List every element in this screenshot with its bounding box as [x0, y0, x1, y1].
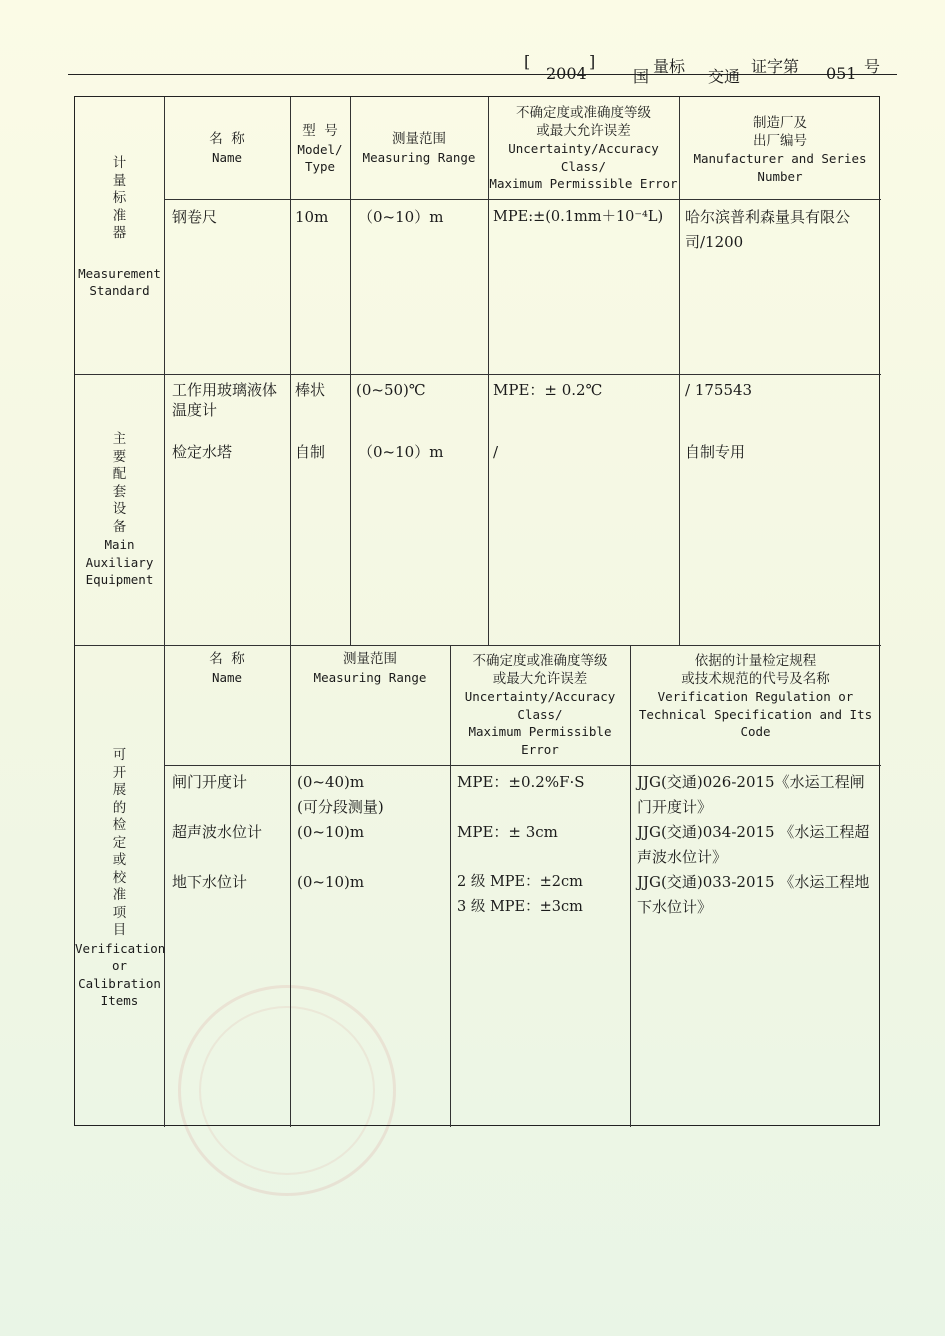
- vi-col-error-header: [450, 653, 630, 758]
- ms-col-error-en: Uncertainty/Accuracy Class/ Maximum Permissible Error: [489, 141, 678, 191]
- col-divider: [164, 97, 165, 1127]
- ms-col-name-zh: 名 称: [209, 131, 245, 147]
- bracket-close: ]: [589, 52, 596, 71]
- ms-col-name-header: [164, 131, 290, 166]
- verification-label-zh: 可开展的检定或校准项目: [112, 747, 127, 938]
- header-guo: 国: [633, 67, 650, 86]
- vi-row-1-error: MPE：±0.2%F·S: [457, 773, 585, 791]
- header-zhengzi: 证字第: [751, 57, 800, 76]
- vi-row-2-range: (0~10)m: [297, 823, 365, 841]
- col-divider: [290, 97, 291, 645]
- header-liangbiao: 量标: [653, 57, 686, 76]
- vi-row-3-name: 地下水位计: [172, 873, 248, 891]
- vi-col-name-header: [164, 651, 290, 686]
- vi-col-error-en: Uncertainty/Accuracy Class/ Maximum Permissible Error: [464, 689, 616, 757]
- certificate-number: 051: [826, 64, 857, 83]
- aux-row-1-name: 工作用玻璃液体温度计: [172, 381, 278, 419]
- vi-row-2-error: MPE：± 3cm: [457, 823, 558, 841]
- vi-col-range-header: [290, 651, 450, 686]
- row-divider: [164, 765, 881, 766]
- ms-col-model-zh: 型 号: [302, 123, 338, 139]
- vi-col-name-zh: 名 称: [209, 651, 245, 667]
- ms-col-range-header: [350, 131, 488, 166]
- ms-col-error-header: [488, 105, 679, 193]
- ms-col-manufacturer-zh: 制造厂及 出厂编号: [753, 115, 807, 149]
- certificate-year: 2004: [546, 64, 587, 83]
- header-jiaotong: 交通: [708, 67, 741, 86]
- col-divider: [290, 645, 291, 1127]
- vi-col-error-zh: 不确定度或准确度等级 或最大允许误差: [472, 653, 608, 687]
- row-divider: [164, 199, 881, 200]
- verification-label: [75, 747, 164, 1010]
- ms-col-manufacturer-header: [679, 115, 881, 185]
- vi-row-2-regulation: JJG(交通)034-2015 《水运工程超声波水位计》: [637, 823, 870, 866]
- header-underline: [68, 74, 897, 75]
- main-auxiliary-label-en: Main Auxiliary Equipment: [85, 537, 154, 587]
- ms-row-name: 钢卷尺: [172, 208, 218, 226]
- aux-row-2-model: 自制: [295, 443, 326, 461]
- vi-row-1-regulation: JJG(交通)026-2015《水运工程闸门开度计》: [637, 773, 865, 816]
- measurement-standard-label: [75, 155, 164, 300]
- aux-row-1-range: (0~50)℃: [356, 381, 426, 399]
- ms-col-error-zh: 不确定度或准确度等级 或最大允许误差: [516, 105, 651, 139]
- vi-col-name-en: Name: [211, 669, 243, 685]
- aux-row-1-error: MPE：± 0.2℃: [493, 381, 603, 399]
- ms-row-error: MPE:±(0.1mm＋10⁻⁴L): [493, 209, 664, 225]
- verification-label-en: Verification or Calibration Items: [75, 940, 166, 1008]
- vi-col-regulation-zh: 依据的计量检定规程 或技术规范的代号及名称: [681, 653, 830, 687]
- aux-row-2-error: /: [493, 443, 499, 461]
- main-auxiliary-label: [75, 431, 164, 589]
- col-divider: [350, 97, 351, 645]
- ms-col-manufacturer-en: Manufacturer and Series Number: [693, 151, 867, 184]
- main-auxiliary-label-zh: 主要配套设备: [112, 431, 127, 535]
- aux-row-2-name: 检定水塔: [172, 443, 233, 461]
- certificate-header: [0, 0, 945, 90]
- vi-row-3-range: (0~10)m: [297, 873, 365, 891]
- certificate-table: [74, 96, 880, 1126]
- ms-col-range-zh: 测量范围: [392, 131, 446, 147]
- ms-row-model: 10m: [295, 208, 329, 226]
- ms-col-range-en: Measuring Range: [362, 149, 476, 165]
- vi-row-3-regulation: JJG(交通)033-2015 《水运工程地下水位计》: [637, 873, 870, 916]
- vi-row-1-name: 闸门开度计: [172, 773, 248, 791]
- aux-row-1-manufacturer: / 175543: [685, 381, 753, 399]
- aux-row-2-range: （0~10）m: [358, 443, 444, 461]
- ms-col-model-header: [290, 123, 350, 176]
- vi-col-regulation-header: [630, 653, 881, 741]
- vi-col-regulation-en: Verification Regulation or Technical Specification and Its Code: [638, 689, 873, 739]
- vi-col-range-zh: 测量范围: [343, 651, 397, 667]
- ms-row-range: （0~10）m: [358, 208, 444, 226]
- measurement-standard-label-en: Measurement Standard: [78, 265, 161, 298]
- row-divider: [75, 645, 881, 646]
- vi-row-3-error: 2 级 MPE：±2cm 3 级 MPE：±3cm: [457, 874, 583, 915]
- aux-row-2-manufacturer: 自制专用: [685, 443, 746, 461]
- vi-col-range-en: Measuring Range: [313, 669, 427, 685]
- vi-row-2-name: 超声波水位计: [172, 823, 263, 841]
- vi-row-1-range: (0~40)m (可分段测量): [297, 773, 384, 816]
- ms-col-model-en: Model/ Type: [297, 141, 343, 174]
- ms-col-name-en: Name: [211, 149, 243, 165]
- aux-row-1-model: 棒状: [295, 381, 326, 399]
- ms-row-manufacturer: 哈尔滨普利森量具有限公司/1200: [685, 208, 851, 251]
- header-hao: 号: [864, 57, 881, 76]
- row-divider: [75, 374, 881, 375]
- bracket-open: [: [524, 52, 531, 71]
- measurement-standard-label-zh: 计量标准器: [112, 155, 127, 241]
